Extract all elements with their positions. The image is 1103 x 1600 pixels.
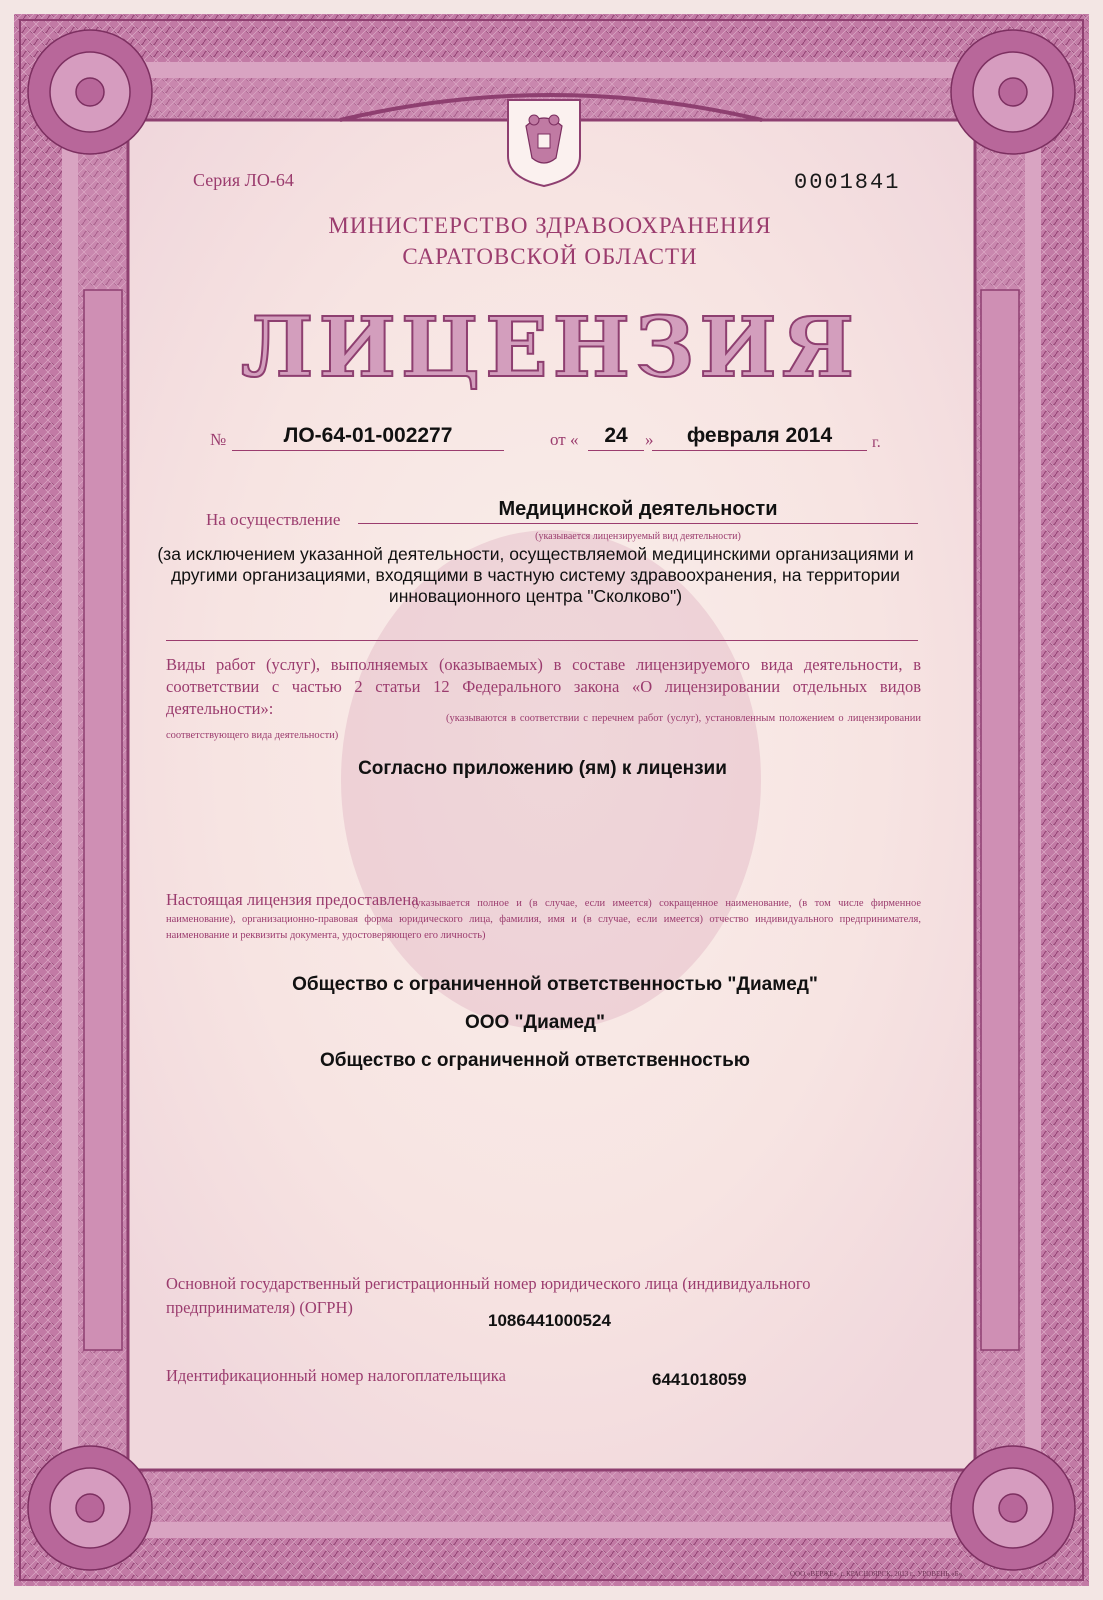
coat-of-arms-emblem (504, 96, 584, 188)
works-hint: (указываются в соответствии с перечнем работ (услуг), установленным положением о лицензировании соответствующего вида деятельности) (166, 713, 921, 741)
licensee-label: Настоящая лицензия предоставлена (166, 890, 419, 909)
activity-hint: (указывается лицензируемый вид деятельности) (535, 531, 741, 542)
inn-label: Идентификационный номер налогоплательщика (166, 1366, 506, 1385)
license-title: ЛИЦЕНЗИЯ (240, 300, 860, 396)
license-date-year-suffix: г. (872, 434, 881, 451)
ministry-name-line1: МИНИСТЕРСТВО ЗДРАВООХРАНЕНИЯ (328, 213, 772, 238)
series-label: Серия ЛО-64 (193, 170, 294, 190)
divider-line (166, 640, 918, 641)
works-text: Виды работ (услуг), выполняемых (оказываемых) в составе лицензируемого вида деятельности, в соответствии с частью 2 статьи 12 Федерального закона «О лицензировании отдельных видов деятельности»: (166, 655, 921, 718)
works-value: Согласно приложению (ям) к лицензии (358, 758, 727, 779)
license-date-day: 24 (588, 424, 644, 451)
licensee-legal-form: Общество с ограниченной ответственностью (319, 1050, 751, 1071)
serial-number: 0001841 (794, 170, 901, 195)
inn-value: 6441018059 (652, 1370, 747, 1389)
ogrn-value: 1086441000524 (488, 1311, 611, 1330)
license-date-month-year: февраля 2014 (652, 424, 867, 451)
activity-value: Медицинской деятельности (358, 498, 918, 524)
ogrn-label: Основной государственный регистрационный номер юридического лица (индивидуального предпринимателя) (ОГРН) (166, 1274, 811, 1317)
ministry-name-line2: САРАТОВСКОЙ ОБЛАСТИ (402, 244, 698, 269)
licensee-short-name: ООО "Диамед" (464, 1012, 606, 1033)
activity-exclusion: (за исключением указанной деятельности, осуществляемой медицинскими организациями и другими организациями, входящими в частную систему здравоохранения, на территории инновационного центра "Сколково") (157, 544, 914, 606)
license-date-from-label: от « (550, 430, 579, 449)
printer-note: ООО «ВЕРЖЕ», г. КРАСНОЯРСК, 2013 г., УРОВЕНЬ «Б» (790, 1570, 963, 1578)
licensee-hint: (указывается полное и (в случае, если имеется) сокращенное наименование, (в том числе фирменное наименование), организационно-правовая форма юридического лица, фамилия, имя и (в случае, если имеется) отчество индивидуального предпринимателя, наименование и реквизиты документа, удостоверяющего его личность) (166, 898, 921, 941)
license-date-day-close: » (645, 430, 654, 449)
licensee-full-name: Общество с ограниченной ответственностью "Диамед" (292, 974, 818, 995)
license-number: ЛО-64-01-002277 (232, 424, 504, 451)
activity-label: На осуществление (206, 510, 341, 529)
license-number-label: № (210, 430, 227, 449)
